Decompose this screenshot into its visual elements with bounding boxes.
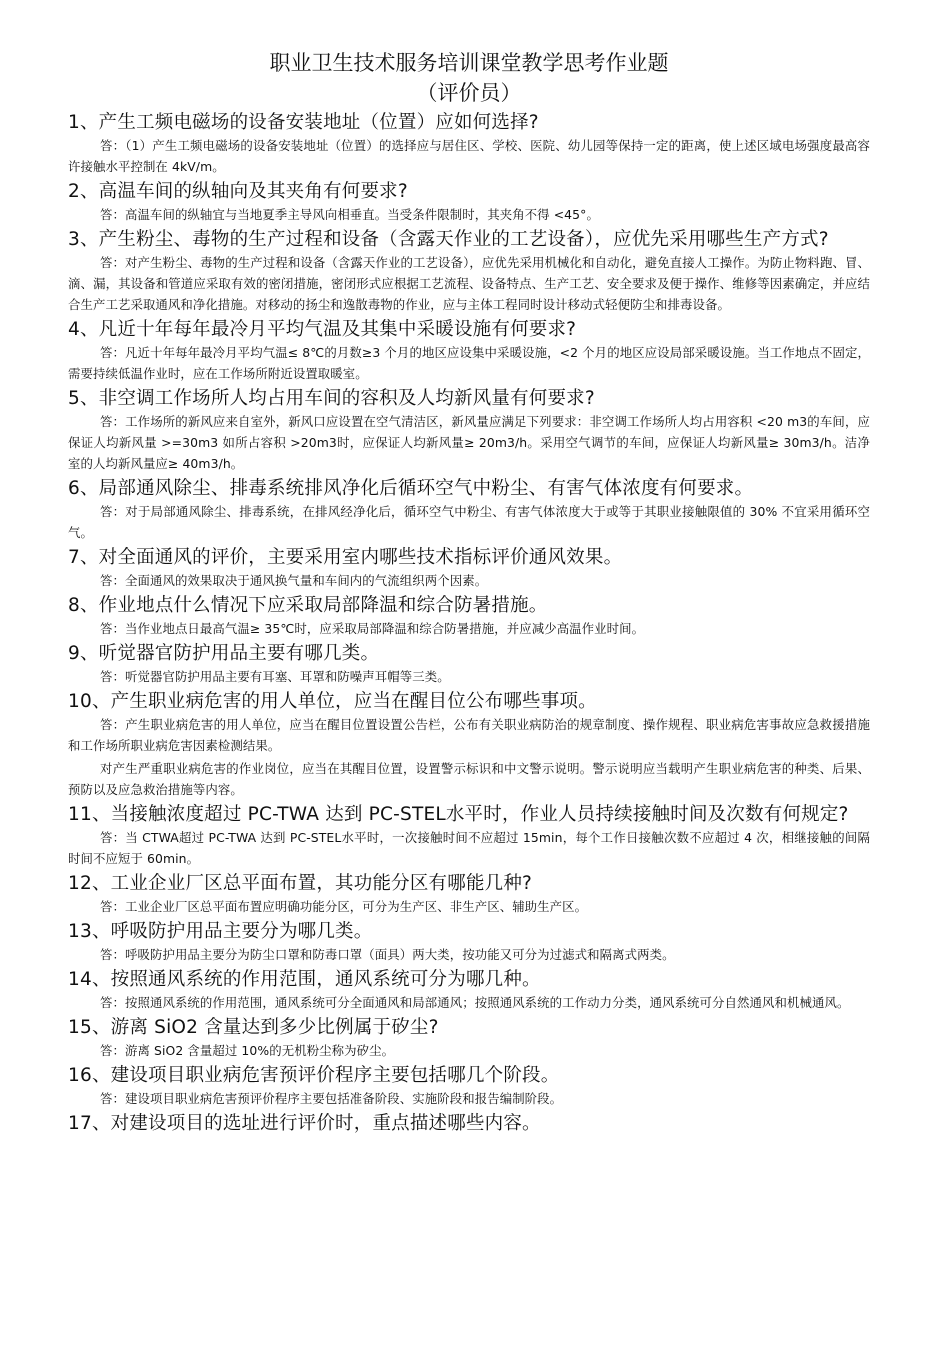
question-heading: 9、听觉器官防护用品主要有哪几类。 [68,643,380,664]
question-heading: 14、按照通风系统的作用范围，通风系统可分为哪几种。 [68,969,541,990]
answer-paragraph: 答：高温车间的纵轴宜与当地夏季主导风向相垂直。当受条件限制时，其夹角不得 <45°。 [100,207,599,222]
qa-item [68,802,870,869]
qa-item [68,919,870,965]
answer-paragraph: 答：产生职业病危害的用人单位，应当在醒目位置设置公告栏，公布有关职业病防治的规章制度、操作规程、职业病危害事故应急救援措施和工作场所职业病危害因素检测结果。 [68,717,870,753]
qa-item [68,476,870,543]
qa-item [68,1063,870,1109]
question-heading: 11、当接触浓度超过 PC-TWA 达到 PC-STEL水平时，作业人员持续接触时间及次数有何规定? [68,804,849,825]
question-heading: 3、产生粉尘、毒物的生产过程和设备（含露天作业的工艺设备），应优先采用哪些生产方式? [68,229,829,250]
qa-item [68,871,870,917]
answer-paragraph: 答：全面通风的效果取决于通风换气量和车间内的气流组织两个因素。 [100,573,488,588]
answer-paragraph: 答：对于局部通风除尘、排毒系统，在排风经净化后，循环空气中粉尘、有害气体浓度大于或等于其职业接触限值的 30% 不宜采用循环空气。 [68,504,870,540]
qa-item [68,386,870,474]
question-heading: 12、工业企业厂区总平面布置，其功能分区有哪能几种? [68,873,533,894]
answer-paragraph: 答：游离 SiO2 含量超过 10%的无机粉尘称为矽尘。 [100,1043,395,1058]
qa-item [68,1015,870,1061]
answer-paragraph: 答：呼吸防护用品主要分为防尘口罩和防毒口罩（面具）两大类，按功能又可分为过滤式和隔离式两类。 [100,947,675,962]
question-heading: 15、游离 SiO2 含量达到多少比例属于矽尘? [68,1017,439,1038]
question-heading: 17、对建设项目的选址进行评价时，重点描述哪些内容。 [68,1113,541,1134]
answer-paragraph: 答：当 CTWA超过 PC-TWA 达到 PC-STEL水平时，一次接触时间不应超过 15min，每个工作日接触次数不应超过 4 次，相继接触的间隔时间不应短于 60min。 [68,830,870,866]
qa-item [68,689,870,800]
question-heading: 5、非空调工作场所人均占用车间的容积及人均新风量有何要求? [68,388,595,409]
question-heading: 10、产生职业病危害的用人单位，应当在醒目位公布哪些事项。 [68,691,597,712]
answer-paragraph: 答：工业企业厂区总平面布置应明确功能分区，可分为生产区、非生产区、辅助生产区。 [100,899,588,914]
answer-paragraph: 答：听觉器官防护用品主要有耳塞、耳罩和防噪声耳帽等三类。 [100,669,450,684]
answer-paragraph: 答：凡近十年每年最冷月平均气温≤ 8℃的月数≥3 个月的地区应设集中采暖设施，<2 个月的地区应设局部采暖设施。当工作地点不固定，需要持续低温作业时，应在工作场所附近设置取暖室。 [68,345,870,381]
qa-item [68,641,870,687]
question-heading: 13、呼吸防护用品主要分为哪几类。 [68,921,373,942]
answer-paragraph: 答：工作场所的新风应来自室外，新风口应设置在空气清洁区，新风量应满足下列要求：非空调工作场所人均占用容积 <20 m3的车间，应保证人均新风量 >=30m3 如所占容积 >20m3时，应保证人均新风量≥ 20m3/h。采用空气调节的车间，应保证人均新风量≥ 30m3/h。洁净室的人均新风量应≥ 40m3/h。 [68,414,870,471]
question-heading: 8、作业地点什么情况下应采取局部降温和综合防暑措施。 [68,595,548,616]
page-subtitle: （评价员） [416,81,522,105]
qa-item [68,227,870,315]
answer-paragraph: 对产生严重职业病危害的作业岗位，应当在其醒目位置，设置警示标识和中文警示说明。警示说明应当载明产生职业病危害的种类、后果、预防以及应急救治措施等内容。 [68,761,870,797]
answer-paragraph: 答：（1）产生工频电磁场的设备安装地址（位置）的选择应与居住区、学校、医院、幼儿园等保持一定的距离，使上述区域电场强度最高容许接触水平控制在 4kV/m。 [68,138,870,174]
answer-paragraph: 答：建设项目职业病危害预评价程序主要包括准备阶段、实施阶段和报告编制阶段。 [100,1091,563,1106]
answer-paragraph: 答：按照通风系统的作用范围，通风系统可分全面通风和局部通风；按照通风系统的工作动力分类，通风系统可分自然通风和机械通风。 [100,995,850,1010]
page-title: 职业卫生技术服务培训课堂教学思考作业题 [269,51,669,75]
qa-item [68,1111,870,1136]
question-heading: 1、产生工频电磁场的设备安装地址（位置）应如何选择? [68,112,539,133]
qa-item [68,110,870,177]
question-heading: 2、高温车间的纵轴向及其夹角有何要求? [68,181,408,202]
qa-list [68,110,870,1136]
answer-paragraph: 答：对产生粉尘、毒物的生产过程和设备（含露天作业的工艺设备），应优先采用机械化和自动化，避免直接人工操作。为防止物料跑、冒、滴、漏，其设备和管道应采取有效的密闭措施，密闭形式应根据工艺流程、设备特点、生产工艺、安全要求及便于操作、维修等因素确定，并应结合生产工艺采取通风和净化措施。对移动的扬尘和逸散毒物的作业，应与主体工程同时设计移动式轻便防尘和排毒设备。 [68,255,870,312]
question-heading: 6、局部通风除尘、排毒系统排风净化后循环空气中粉尘、有害气体浓度有何要求。 [68,478,754,499]
answer-paragraph: 答：当作业地点日最高气温≥ 35℃时，应采取局部降温和综合防暑措施，并应减少高温作业时间。 [100,621,645,636]
qa-item [68,317,870,384]
qa-item [68,967,870,1013]
qa-item [68,179,870,225]
question-heading: 4、凡近十年每年最冷月平均气温及其集中采暖设施有何要求? [68,319,577,340]
qa-item [68,545,870,591]
question-heading: 7、对全面通风的评价，主要采用室内哪些技术指标评价通风效果。 [68,547,623,568]
question-heading: 16、建设项目职业病危害预评价程序主要包括哪几个阶段。 [68,1065,560,1086]
qa-item [68,593,870,639]
